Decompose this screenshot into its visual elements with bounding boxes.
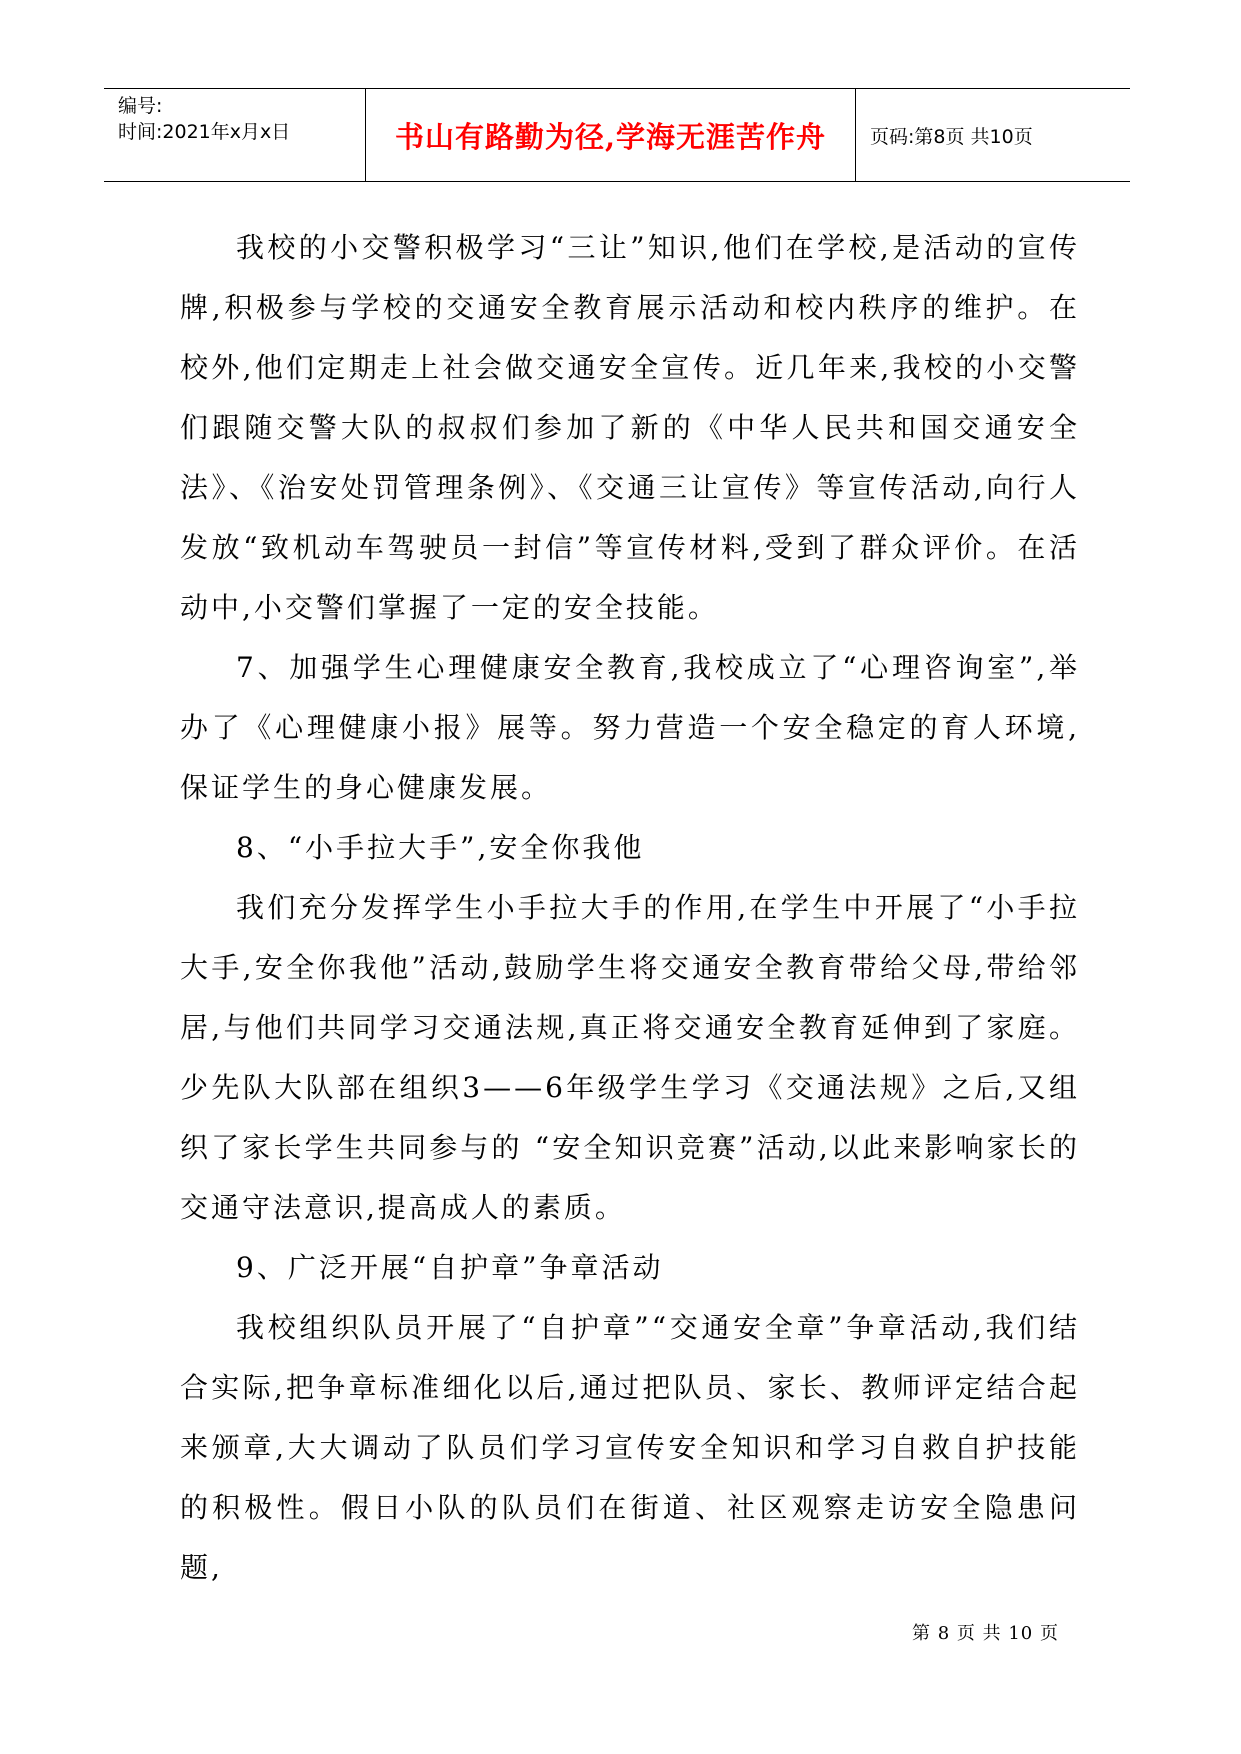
header-motto: 书山有路勤为径,学海无涯苦作舟 [366, 89, 856, 181]
paragraph: 我们充分发挥学生小手拉大手的作用,在学生中开展了“小手拉大手,安全你我他”活动,鼓励学生将交通安全教育带给父母,带给邻居,与他们共同学习交通法规,真正将交通安全教育延伸到了家庭。少先队大队部在组织3——6年级学生学习《交通法规》之后,又组织了家长学生共同参与的 “安全知识竞赛”活动,以此来影响家长的交通守法意识,提高成人的素质。 [180, 891, 1080, 1224]
paragraph: 7、加强学生心理健康安全教育,我校成立了“心理咨询室”,举办了《心理健康小报》展等。努力营造一个安全稳定的育人环境,保证学生的身心健康发展。 [180, 651, 1080, 804]
paragraph: 我校组织队员开展了“自护章”“交通安全章”争章活动,我们结合实际,把争章标准细化以后,通过把队员、家长、教师评定结合起来颁章,大大调动了队员们学习宣传安全知识和学习自救自护技能的积极性。假日小队的队员们在街道、社区观察走访安全隐患问题, [180, 1311, 1080, 1584]
paragraph: 我校的小交警积极学习“三让”知识,他们在学校,是活动的宣传牌,积极参与学校的交通安全教育展示活动和校内秩序的维护。在校外,他们定期走上社会做交通安全宣传。近几年来,我校的小交警们跟随交警大队的叔叔们参加了新的《中华人民共和国交通安全法》、《治安处罚管理条例》、《交通三让宣传》等宣传活动,向行人发放“致机动车驾驶员一封信”等宣传材料,受到了群众评价。在活动中,小交警们掌握了一定的安全技能。 [180, 231, 1080, 624]
section-heading: 9、广泛开展“自护章”争章活动 [236, 1251, 664, 1284]
date-label: 时间:2021年x月x日 [118, 121, 291, 143]
section-heading: 8、“小手拉大手”,安全你我他 [236, 831, 645, 864]
document-header [104, 88, 1130, 182]
page-footer: 第 8 页 共 10 页 [912, 1623, 1059, 1644]
number-label: 编号: [118, 95, 163, 117]
document-body [180, 218, 1080, 1598]
header-meta [104, 89, 366, 181]
header-page-info: 页码:第8页 共10页 [870, 125, 1033, 148]
